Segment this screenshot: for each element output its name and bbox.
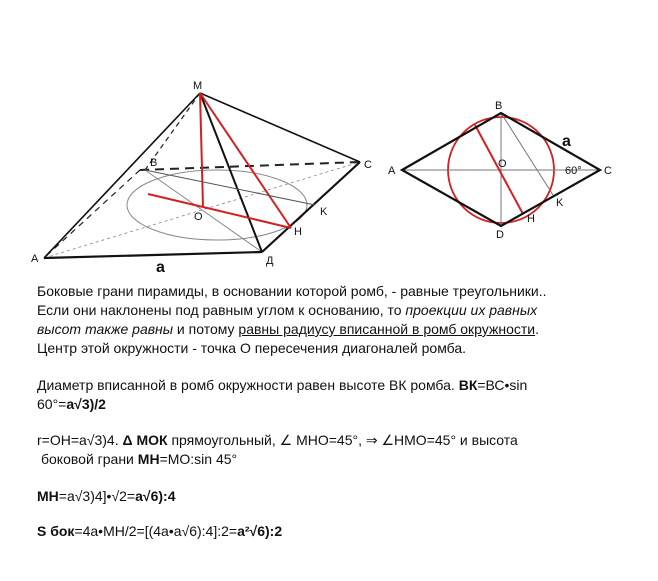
- p2-l1-bold: ВК: [458, 377, 478, 393]
- label-O: O: [194, 211, 203, 223]
- p4-bold-c: a√6):4: [135, 488, 176, 504]
- p1-line-1: Боковые грани пирамиды, в основании которой ромб, - равные треугольники..: [37, 283, 547, 299]
- p1-line-4: Центр этой окружности - точка О пересечения диагоналей ромба.: [37, 340, 467, 356]
- label-H: H: [294, 226, 302, 238]
- edge-AB-hidden: [44, 170, 140, 258]
- p3-line-1: [37, 431, 647, 450]
- inscribed-circle: [127, 170, 307, 240]
- p4-line: [37, 487, 647, 506]
- p1-l3-italic: высот также равны: [37, 321, 174, 337]
- p3-l2-rest: =МО:sin 45°: [159, 451, 238, 467]
- edge-AD: [44, 252, 262, 258]
- p2-l2-text: 60°=: [37, 396, 67, 412]
- p1-l3-underlined: равны радиусу вписанной в ромб окружности: [238, 321, 536, 337]
- p3-l1-bold: Δ МОК: [122, 432, 168, 448]
- rhombus-drawing: [388, 100, 612, 241]
- p3-l2-text: боковой грани: [41, 451, 138, 467]
- label-K: K: [320, 206, 328, 218]
- p1-line-2: [37, 301, 647, 320]
- radius-left: [148, 194, 203, 207]
- p1-l2-italic: проекции их равных: [405, 302, 538, 318]
- label-B: B: [150, 157, 158, 169]
- rhombus-label-A: A: [388, 165, 396, 177]
- p2-l2-bold: a√3)/2: [66, 396, 106, 412]
- edge-MA: [44, 93, 200, 258]
- rhombus-label-side-a: a: [562, 133, 571, 150]
- paragraph-2: [37, 376, 647, 414]
- label-C: C: [364, 159, 372, 171]
- label-M: M: [193, 80, 203, 92]
- p4-text: =a√3)4]•√2=: [58, 488, 136, 504]
- p5-line: [37, 522, 647, 541]
- label-side-a: a: [156, 259, 165, 276]
- p1-line-3: [37, 320, 647, 339]
- rhombus-label-K: K: [556, 197, 564, 209]
- rhombus-label-O: O: [498, 158, 507, 170]
- rhombus-label-H: H: [527, 213, 535, 225]
- label-D: Д: [266, 255, 274, 267]
- paragraph-5: [37, 522, 647, 541]
- p2-l1-rest: =ВС•sin: [477, 377, 528, 393]
- p3-l1-rest: прямоугольный, ∠ МНО=45°, ⇒ ∠НМО=45° и высота: [167, 432, 518, 448]
- p2-line-1: [37, 376, 647, 395]
- p1-l2-text: Если они наклонены под равным углом к основанию, то: [37, 302, 406, 318]
- p1-l3-dot: .: [535, 321, 539, 337]
- geometry-figure: [0, 0, 658, 280]
- rhombus-angle-label: 60°: [565, 165, 582, 177]
- p3-l2-bold: МН: [137, 451, 160, 467]
- rhombus-label-B: B: [495, 100, 503, 112]
- paragraph-3: [37, 431, 647, 469]
- rhombus-label-D: D: [496, 229, 504, 241]
- p5-bold-c: a²√6):2: [237, 523, 283, 539]
- p1-l3-text: и потому: [173, 321, 239, 337]
- p4-bold-a: МН: [37, 488, 59, 504]
- p2-line-2: [37, 395, 647, 414]
- height-MO: [200, 93, 203, 207]
- rhombus-height-BK: [501, 113, 553, 195]
- p2-l1-text: Диаметр вписанной в ромб окружности равен высоте ВК ромба.: [37, 377, 459, 393]
- pyramid-drawing: [31, 80, 372, 276]
- label-A: A: [31, 253, 39, 265]
- p5-bold-a: S бок: [37, 523, 75, 539]
- paragraph-1: [37, 282, 647, 358]
- paragraph-4: [37, 487, 647, 506]
- p3-line-2: [37, 450, 647, 469]
- p5-text: =4a•MH/2=[(4a•a√6):4]:2=: [74, 523, 238, 539]
- p3-l1-text: r=OH=a√3)4.: [37, 432, 123, 448]
- rhombus-label-C: C: [604, 165, 612, 177]
